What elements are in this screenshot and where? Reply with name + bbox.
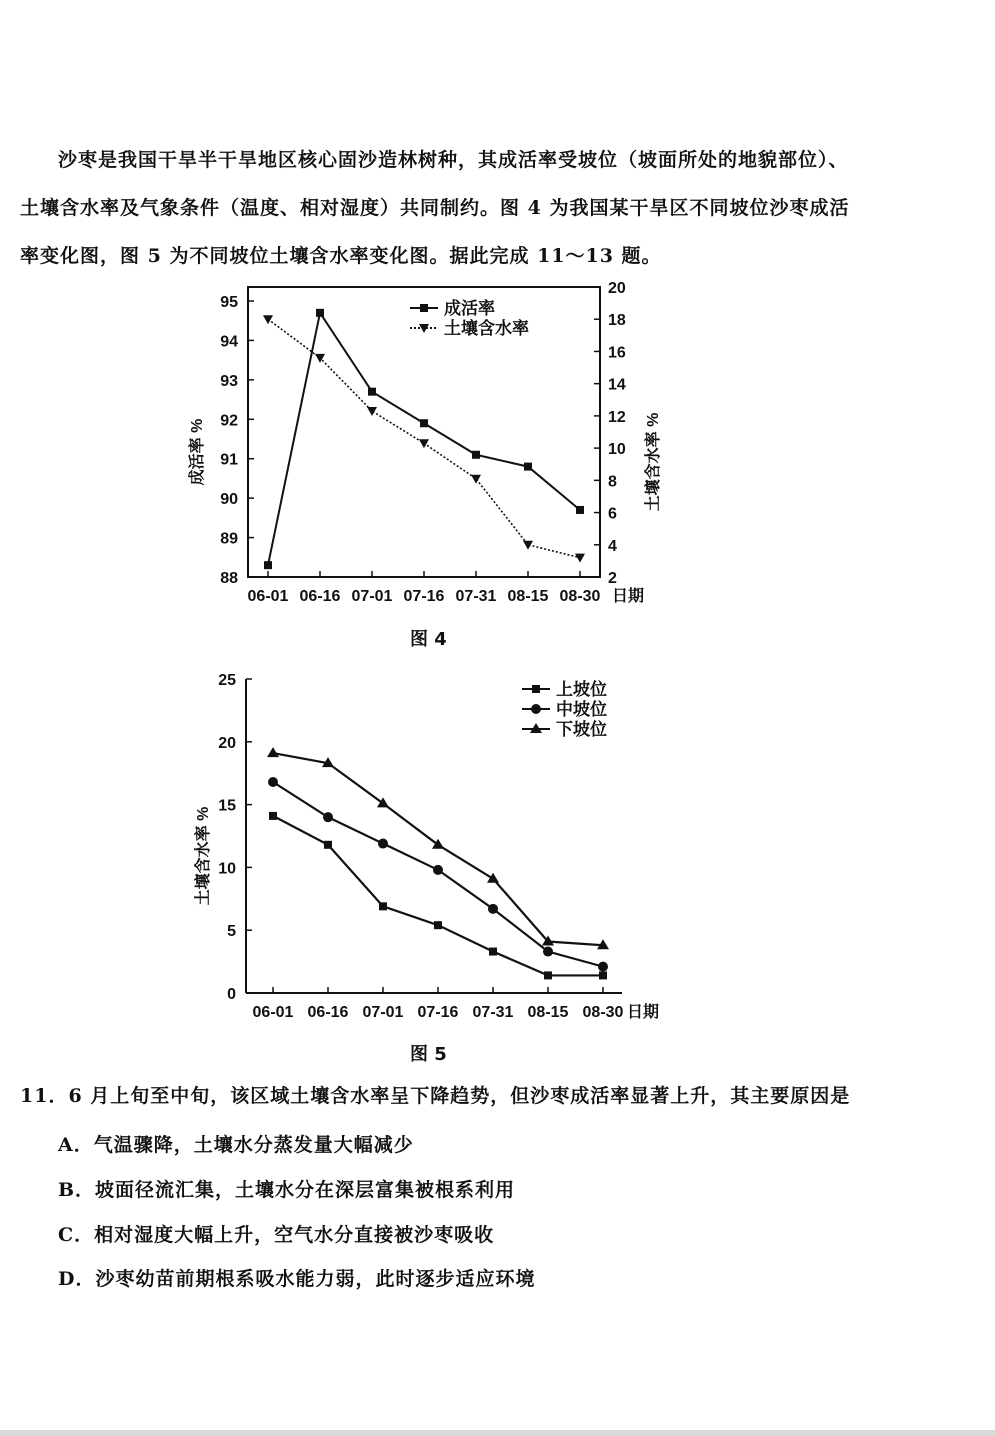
figure-5-caption: 图 5 bbox=[410, 1044, 447, 1065]
figure-4-chart bbox=[180, 275, 680, 620]
figure-5-chart bbox=[180, 665, 680, 1035]
intro-paragraph bbox=[20, 136, 980, 280]
legend-marker bbox=[531, 704, 541, 714]
option-b[interactable]: B．坡面径流汇集，土壤水分在深层富集被根系利用 bbox=[58, 1179, 516, 1201]
x-tick-label: 07-01 bbox=[362, 1004, 404, 1021]
left-tick-label: 91 bbox=[220, 451, 238, 469]
left-tick-label: 93 bbox=[220, 372, 238, 390]
x-tick-label: 07-31 bbox=[455, 588, 497, 605]
question-11-stem: 11．6 月上旬至中旬，该区域土壤含水率呈下降趋势，但沙枣成活率显著上升，其主要原因是 bbox=[20, 1085, 851, 1107]
option-a[interactable]: A．气温骤降，土壤水分蒸发量大幅减少 bbox=[58, 1134, 414, 1156]
legend-marker bbox=[420, 304, 428, 312]
y-tick-label: 15 bbox=[218, 797, 236, 815]
series-1-point bbox=[434, 921, 442, 929]
series-1-point bbox=[264, 561, 272, 569]
intro-line-1: 沙枣是我国干旱半干旱地区核心固沙造林树种，其成活率受坡位（坡面所处的地貌部位）、 bbox=[58, 149, 849, 171]
x-axis-title: 日期 bbox=[612, 588, 645, 605]
right-tick-label: 20 bbox=[608, 280, 626, 297]
right-tick-label: 2 bbox=[608, 570, 617, 587]
y-tick-label: 20 bbox=[218, 734, 236, 752]
series-1-point bbox=[544, 971, 552, 979]
series-1-point bbox=[420, 419, 428, 427]
series-1-point bbox=[316, 309, 324, 317]
left-tick-label: 90 bbox=[220, 491, 238, 509]
x-tick-label: 07-16 bbox=[417, 1004, 459, 1021]
right-tick-label: 8 bbox=[608, 473, 617, 491]
series-1-point bbox=[524, 463, 532, 471]
intro-line-3: 率变化图，图 5 为不同坡位土壤含水率变化图。据此完成 11～13 题。 bbox=[20, 245, 662, 267]
series-1-point bbox=[379, 902, 387, 910]
right-tick-label: 4 bbox=[608, 537, 617, 555]
option-d[interactable]: D．沙枣幼苗前期根系吸水能力弱，此时逐步适应环境 bbox=[58, 1268, 536, 1290]
series-2-point bbox=[433, 865, 443, 875]
series-1-point bbox=[472, 451, 480, 459]
right-tick-label: 14 bbox=[608, 376, 626, 394]
y-axis-title: 土壤含水率 % bbox=[195, 806, 212, 906]
legend-label: 土壤含水率 bbox=[444, 319, 529, 338]
x-tick-label: 07-31 bbox=[472, 1004, 514, 1021]
series-2-point bbox=[523, 541, 533, 550]
right-tick-label: 6 bbox=[608, 505, 617, 523]
series-1-point bbox=[269, 812, 277, 820]
x-tick-label: 06-01 bbox=[252, 1004, 294, 1021]
series-3-point bbox=[377, 797, 389, 807]
series-1-point bbox=[489, 948, 497, 956]
option-c[interactable]: C．相对湿度大幅上升，空气水分直接被沙枣吸收 bbox=[58, 1224, 495, 1246]
left-tick-label: 95 bbox=[220, 294, 238, 311]
series-2-point bbox=[378, 839, 388, 849]
x-tick-label: 08-30 bbox=[559, 588, 601, 605]
series-1-point bbox=[576, 506, 584, 514]
right-tick-label: 10 bbox=[608, 441, 626, 459]
legend-label: 下坡位 bbox=[556, 720, 607, 739]
series-2-point bbox=[268, 777, 278, 787]
right-axis-title: 土壤含水率 % bbox=[645, 412, 662, 512]
legend-label: 中坡位 bbox=[556, 700, 607, 719]
x-tick-label: 08-30 bbox=[582, 1004, 624, 1021]
right-tick-label: 18 bbox=[608, 312, 626, 330]
series-2-point bbox=[598, 962, 608, 972]
right-tick-label: 12 bbox=[608, 408, 626, 426]
series-line-3 bbox=[273, 753, 603, 945]
series-1-point bbox=[324, 841, 332, 849]
left-tick-label: 94 bbox=[220, 333, 238, 351]
series-1-point bbox=[599, 971, 607, 979]
x-tick-label: 06-16 bbox=[307, 1004, 349, 1021]
left-tick-label: 92 bbox=[220, 412, 238, 430]
x-tick-label: 08-15 bbox=[507, 588, 549, 605]
series-line-1 bbox=[268, 313, 580, 565]
y-tick-label: 25 bbox=[218, 672, 236, 689]
x-tick-label: 08-15 bbox=[527, 1004, 569, 1021]
left-axis-title: 成活率 % bbox=[189, 418, 206, 486]
x-tick-label: 06-16 bbox=[299, 588, 341, 605]
series-2-point bbox=[543, 947, 553, 957]
series-2-point bbox=[263, 315, 273, 324]
y-tick-label: 10 bbox=[218, 860, 236, 878]
legend-label: 成活率 bbox=[444, 299, 495, 318]
series-1-point bbox=[368, 388, 376, 396]
y-tick-label: 5 bbox=[227, 923, 236, 941]
intro-line-2: 土壤含水率及气象条件（温度、相对湿度）共同制约。图 4 为我国某干旱区不同坡位沙枣成活 bbox=[20, 197, 850, 219]
x-tick-label: 07-16 bbox=[403, 588, 445, 605]
series-3-point bbox=[267, 747, 279, 757]
x-tick-label: 06-01 bbox=[247, 588, 289, 605]
series-3-point bbox=[487, 873, 499, 883]
series-line-2 bbox=[268, 319, 580, 557]
right-tick-label: 16 bbox=[608, 344, 626, 362]
x-tick-label: 07-01 bbox=[351, 588, 393, 605]
series-2-point bbox=[488, 904, 498, 914]
y-tick-label: 0 bbox=[227, 986, 236, 1003]
series-2-point bbox=[323, 812, 333, 822]
figure-4-caption: 图 4 bbox=[410, 629, 447, 650]
page-bottom-rule bbox=[0, 1430, 995, 1436]
series-2-point bbox=[367, 407, 377, 416]
x-axis-title: 日期 bbox=[627, 1004, 660, 1021]
legend-label: 上坡位 bbox=[556, 680, 607, 699]
series-2-point bbox=[575, 554, 585, 563]
left-tick-label: 88 bbox=[220, 570, 238, 587]
series-2-point bbox=[419, 439, 429, 448]
legend-marker bbox=[532, 685, 540, 693]
left-tick-label: 89 bbox=[220, 530, 238, 548]
